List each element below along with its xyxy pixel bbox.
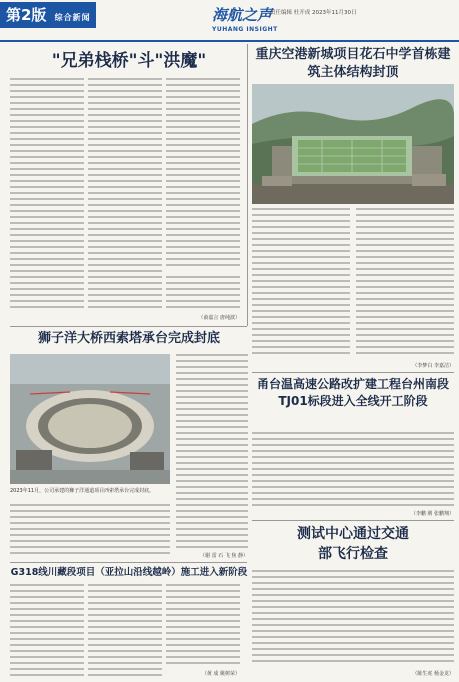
bridge-author: （谢 雷 石 飞 焦 静） xyxy=(200,553,248,559)
chongqing-title: 重庆空港新城项目花石中学首栋建筑主体结构封顶 xyxy=(255,47,451,80)
page-number: 第2版 xyxy=(6,6,47,24)
header-rule xyxy=(0,40,459,42)
testcenter-body xyxy=(252,570,454,666)
bridge-col xyxy=(176,354,248,550)
chongqing-author: （李梦白 李嘉洁） xyxy=(412,363,454,369)
section-rule-taizhou xyxy=(252,372,454,373)
bridge-caption: 2023年11月，公司承建的狮子洋通道项目西索塔承台完成封底。 xyxy=(10,488,155,494)
taizhou-body xyxy=(252,432,454,506)
testcenter-author: （陈生虎 杨金龙） xyxy=(412,671,454,677)
taizhou-title: 甬台温高速公路改扩建工程台州南段TJ01标段进入全线开工阶段 xyxy=(256,377,449,408)
main-article-col3b xyxy=(166,276,240,308)
main-article-col1 xyxy=(10,78,84,308)
construction-site-image xyxy=(252,84,454,204)
testcenter-title: 测试中心通过交通部飞行检查 xyxy=(297,526,409,562)
header-meta: -责任编辑 杜开成 2023年11月30日 xyxy=(268,10,357,16)
section-rule-g318 xyxy=(10,562,247,563)
g318-col2 xyxy=(88,584,162,676)
section-rule-testcenter xyxy=(252,520,454,521)
g318-author: （黄 成 姚树荣） xyxy=(201,671,240,677)
header-subtitle: YUHANG INSIGHT xyxy=(212,26,278,33)
column-divider xyxy=(247,44,248,326)
bridge-caption-text xyxy=(10,504,170,556)
g318-col1 xyxy=(10,584,84,676)
chongqing-col1 xyxy=(252,208,350,358)
bridge-photo xyxy=(10,354,170,484)
brand-logo: 海航之声 xyxy=(212,6,273,24)
main-article-author: （俞嘉言 唐纯波） xyxy=(198,315,240,321)
section-name: 综合新闻 xyxy=(54,13,91,22)
section-rule-bridge xyxy=(10,326,247,327)
bridge-cofferdam-image xyxy=(10,354,170,484)
main-article-col3 xyxy=(166,78,240,270)
page-number-tab xyxy=(0,2,96,28)
chongqing-photo xyxy=(252,84,454,204)
bridge-title: 狮子洋大桥西索塔承台完成封底 xyxy=(37,331,220,346)
main-article-title: "兄弟栈桥"斗"洪魔" xyxy=(51,51,207,71)
g318-title: G318线川藏段项目（亚拉山沿线越岭）施工进入新阶段 xyxy=(10,567,248,578)
main-article-col2 xyxy=(88,78,162,308)
taizhou-author: （李鹏 荆 张鹏翔） xyxy=(410,511,454,517)
chongqing-col2 xyxy=(356,208,454,358)
g318-col3 xyxy=(166,584,240,666)
